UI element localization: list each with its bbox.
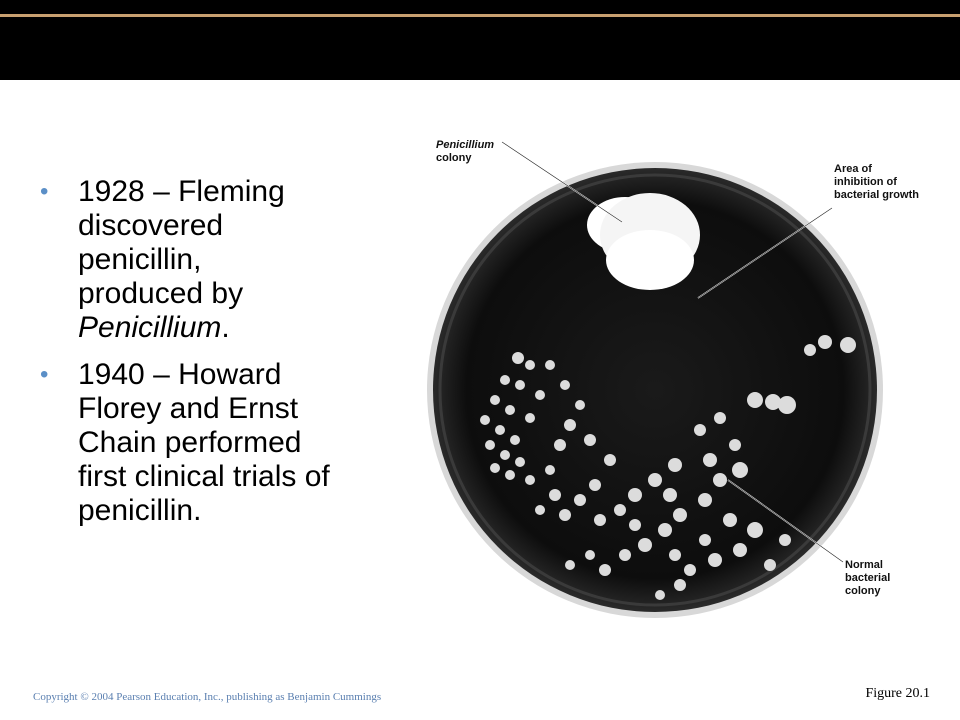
- bullet-text: 1928 – Fleming discovered penicillin, produced by: [78, 175, 285, 310]
- bullet-text: 1940 – Howard Florey and Ernst Chain performed first clinical trials of penicillin.: [78, 358, 330, 527]
- figure-label: Figure 20.1: [865, 686, 930, 701]
- callout-normal-line2: bacterial: [845, 572, 891, 584]
- header-rule: [0, 14, 960, 17]
- petri-dish-image: [410, 100, 930, 620]
- callout-penicillium-line1: Penicillium: [436, 139, 495, 151]
- bullet-icon: •: [40, 178, 49, 205]
- petri-dish-figure: [410, 100, 930, 620]
- callout-inhibition-line1: Area of: [834, 163, 872, 175]
- callout-inhibition-line2: inhibition of: [834, 176, 897, 188]
- bullet-item-1928: [40, 175, 330, 345]
- header-bar: [0, 0, 960, 80]
- bullet-item-1940: [40, 358, 330, 528]
- copyright-text: Copyright © 2004 Pearson Education, Inc., publishing as Benjamin Cummings: [33, 691, 382, 703]
- callout-inhibition-line3: bacterial growth: [834, 189, 919, 201]
- callout-penicillium-line2: colony: [436, 152, 472, 164]
- callout-normal-line1: Normal: [845, 559, 883, 571]
- bullet-text-italic: Penicillium: [78, 311, 222, 344]
- bullet-list: [40, 175, 330, 541]
- callout-normal-line3: colony: [845, 585, 881, 597]
- bullet-text-end: .: [221, 311, 230, 344]
- bullet-icon: •: [40, 361, 49, 388]
